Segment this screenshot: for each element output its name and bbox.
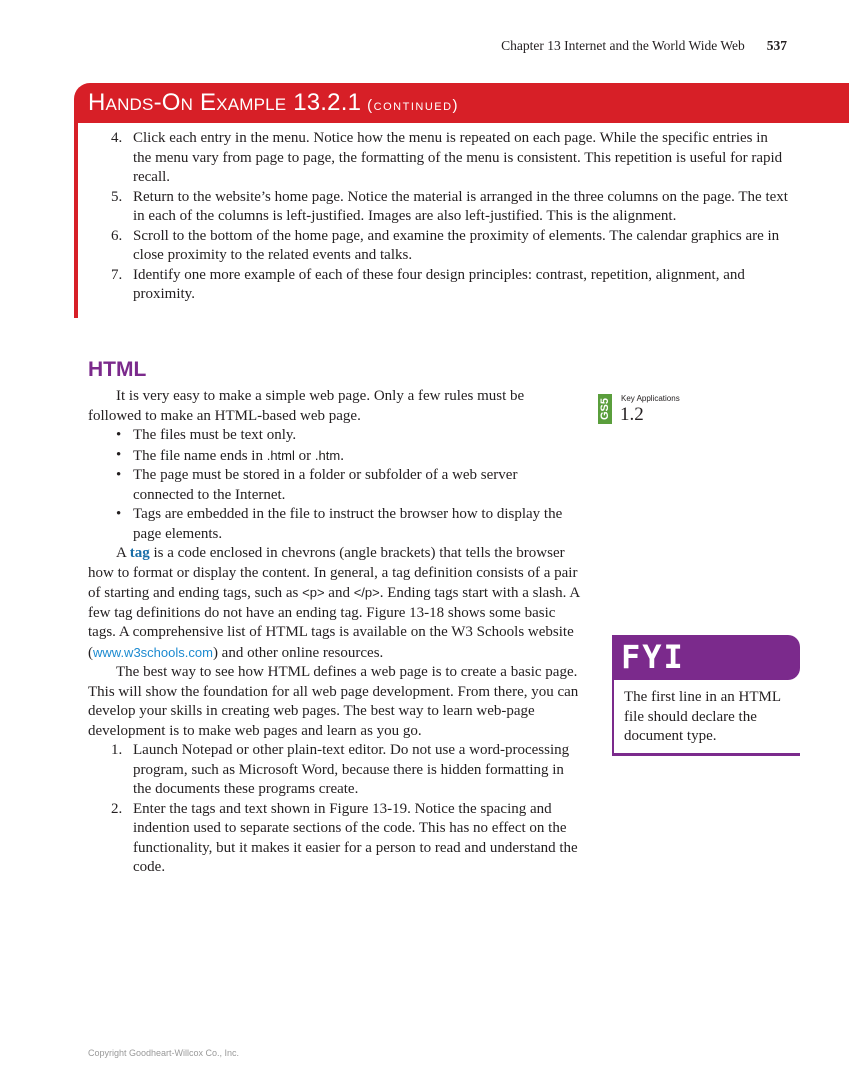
step-text: Scroll to the bottom of the home page, and examine the proximity of elements. The calendar graphics are in close proximity to the related events and talks. <box>133 227 780 263</box>
step-text: Launch Notepad or other plain-text editor. Do not use a word-processing program, such as Microsoft Word, because there is hidden formatting in the documents these programs create. <box>133 742 570 797</box>
text: . Ending tags start with a slash. A few tag definitions do not have an ending tag. Figure 13-18 shows some basic tags. A comprehensive list of HTML tags is available on the W3 Schools website ( <box>88 585 580 661</box>
fyi-header <box>612 635 800 680</box>
step-number: 1. <box>111 742 123 758</box>
list-item <box>88 188 788 227</box>
step-text: Enter the tags and text shown in Figure 13-19. Notice the spacing and indention used to separate sections of the code. This has no effect on the functionality, but it makes it easier for a person to read and understand the code. <box>133 800 578 875</box>
tag-paragraph <box>88 544 580 663</box>
section-heading: HTML <box>88 358 147 381</box>
list-item: • The page must be stored in a folder or subfolder of a web server connected to the Internet. <box>116 467 518 503</box>
paragraph: The best way to see how HTML defines a web page is to create a basic page. This will show the foundation for all web page development. From there, you can develop your skills in creating web pages. The best way to learn web-page development is to make web pages and learn as you go. <box>88 664 579 739</box>
step-number: 2. <box>111 800 123 817</box>
example-banner <box>74 83 849 123</box>
list-item: • The files must be text only. <box>116 427 297 443</box>
text: and <box>324 585 354 601</box>
key-applications-number: 1.2 <box>620 404 644 425</box>
bullet-text: Tags are embedded in the file to instruct the browser how to display the page elements. <box>133 506 563 542</box>
step-number: 5. <box>111 188 123 205</box>
page-number: 537 <box>766 38 787 53</box>
gs5-badge: GS5 <box>598 394 612 424</box>
bullet-text: The page must be stored in a folder or subfolder of a web server connected to the Internet. <box>133 467 518 503</box>
fyi-title: FYI <box>621 638 685 676</box>
bullet-text: . <box>340 447 344 464</box>
list-item: • Tags are embedded in the file to instruct the browser how to display the page elements. <box>116 506 563 542</box>
banner-continued: (continued) <box>367 97 460 114</box>
intro-paragraph: It is very easy to make a simple web page. Only a few rules must be followed to make an HTML-based web page. <box>88 388 525 424</box>
step-text: Identify one more example of each of these four design principles: contrast, repetition, alignment, and proximity. <box>133 266 745 302</box>
bullet-text: or <box>294 447 315 464</box>
key-applications-label: Key Applications <box>621 394 680 403</box>
code-text: .htm <box>314 447 341 463</box>
list-item <box>88 266 788 305</box>
example-steps <box>88 129 788 305</box>
key-term: tag <box>129 545 150 561</box>
list-item <box>88 800 580 878</box>
text: ) and other online resources. <box>212 644 384 661</box>
list-item: • The file name ends in .html or .htm. <box>116 446 344 464</box>
procedure-steps <box>88 741 580 878</box>
step-text: Click each entry in the menu. Notice how the menu is repeated on each page. While the specific entries in the menu vary from page to page, the formatting of the menu is consistent. This repetition is useful for rapid recall. <box>133 130 783 185</box>
code-text: .html <box>266 447 295 463</box>
list-item <box>88 129 788 188</box>
code-text: <p> <box>302 585 325 600</box>
step-number: 6. <box>111 227 123 244</box>
fyi-text: The first line in an HTML file should declare the document type. <box>612 680 800 756</box>
banner-title <box>88 89 459 117</box>
text: A <box>116 545 130 561</box>
banner-rule <box>74 120 78 318</box>
chapter-title: Chapter 13 Internet and the World Wide Web <box>501 38 745 53</box>
banner-title-text: Hands-On Example 13.2.1 <box>88 89 362 116</box>
list-item <box>88 227 788 266</box>
bullet-text: The files must be text only. <box>133 427 297 443</box>
copyright: Copyright Goodheart-Willcox Co., Inc. <box>88 1048 240 1058</box>
text: is a code enclosed in chevrons (angle brackets) that tells the browser how to format or display the content. In general, a tag definition consists of a pair of starting and ending tags, such as <box>88 545 578 601</box>
step-number: 7. <box>111 266 123 283</box>
bullet-list <box>88 426 580 544</box>
code-text: </p> <box>353 585 380 600</box>
step-text: Return to the website’s home page. Notice the material is arranged in the three columns on the page. The text in each of the columns is left-justified. Images are also left-justified. This is the alignment. <box>133 188 788 224</box>
running-header <box>501 38 787 54</box>
step-number: 4. <box>111 130 123 146</box>
section-body <box>88 387 580 878</box>
list-item <box>88 741 580 800</box>
w3schools-link[interactable]: www.w3schools.com <box>93 644 213 660</box>
bullet-text: The file name ends in <box>133 447 267 464</box>
